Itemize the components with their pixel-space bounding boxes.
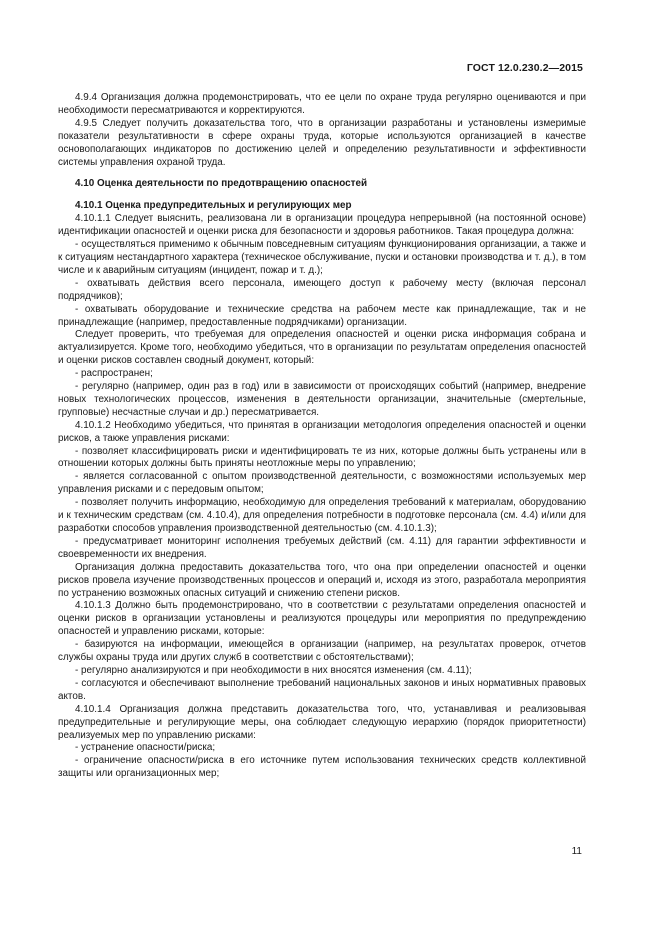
page-number: 11 [571,846,582,857]
paragraph: 4.9.4 Организация должна продемонстрировать, что ее цели по охране труда регулярно оцениваются и при необходимости пересматриваются и корректируются. [58,92,586,116]
list-item: - позволяет получить информацию, необходимую для определения требований к материалам, оборудованию и к техническим средствам (см. 4.10.4), для определения потребности в подготовке персонала (см. 4.4) и/или для разработки способов управления производственной деятельностью (см. 4.10.1.3); [58,497,586,534]
paragraph: Организация должна предоставить доказательства того, что она при определении опасностей и оценки рисков провела изучение производственных процессов и операций и, исходя из этого, разработала мероприятия по устранению возможных опасных ситуаций и снижению степени рисков. [58,561,586,599]
list-item: - является согласованной с опытом производственной деятельности, с возможностями используемых мер управления рисками и с передовым опытом; [58,471,586,496]
list-item: - охватывать действия всего персонала, имеющего доступ к рабочему месту (включая персонал подрядчиков); [58,277,586,302]
list-item: - ограничение опасности/риска в его источнике путем использования технических средств коллективной защиты или организационных мер; [58,755,586,780]
document-body [58,92,586,781]
paragraph: Следует проверить, что требуемая для определения опасностей и оценки риска информация собрана и актуализируется. Кроме того, необходимо убедиться, что в организации по результатам определения опасностей и оценки рисков составлен сводный документ, который: [58,329,586,367]
list-item: - охватывать оборудование и технические средства на рабочем месте как принадлежащие, так и не принадлежащие (например, предоставленные подрядчиками) организации. [58,303,586,328]
list-item: - позволяет классифицировать риски и идентифицировать те из них, которые должны быть устранены или в отношении которых должны быть приняты неотложные меры по управлению; [58,445,586,470]
paragraph: 4.10.1.4 Организация должна представить доказательства того, что, устанавливая и реализовывая предупредительные и регулирующие меры, она соблюдает следующую иерархию (порядок приоритетности) реализуемых мер по управлению рисками: [58,703,586,741]
paragraph: 4.10.1.1 Следует выяснить, реализована ли в организации процедура непрерывной (на постоянной основе) идентификации опасностей и оценки риска для безопасности и здоровья работников. Такая процедура должна: [58,213,586,238]
paragraph: 4.10.1.2 Необходимо убедиться, что принятая в организации методология определения опасностей и оценки рисков, а также управления рисками: [58,419,586,444]
list-item: - распространен; [75,368,153,380]
list-item: - устранение опасности/риска; [75,742,216,754]
list-item: - базируются на информации, имеющейся в организации (например, на результатах проверок, отчетов службы охраны труда или других служб в соответствии с обстоятельствами); [58,639,586,664]
list-item: - осуществляться применимо к обычным повседневным ситуациям функционирования организации, а также и к ситуациям нестандартного характера (техническое обслуживание, пуски и остановки производства и т. д.), в том числе и к аварийным ситуациям (инцидент, пожар и т. д.); [58,239,586,276]
list-item: - согласуются и обеспечивают выполнение требований национальных законов и иных нормативных правовых актов. [58,677,586,702]
paragraph: 4.9.5 Следует получить доказательства того, что в организации разработаны и установлены измеримые показатели результативности в сфере охраны труда, которые используются организацией в качестве основополагающих индикаторов по достижению целей и определению результативности и эффективности системы управления охраной труда. [58,117,586,168]
list-item: - регулярно (например, один раз в год) или в зависимости от происходящих событий (например, внедрение новых технологических процессов, изменения в деятельности организации, значительные (смертельные, групповые) несчастные случаи и др.) пересматривается. [58,381,586,418]
standard-header: ГОСТ 12.0.230.2—2015 [466,62,583,74]
list-item: - регулярно анализируются и при необходимости в них вносятся изменения (см. 4.11); [75,664,472,676]
list-item: - предусматривает мониторинг исполнения требуемых действий (см. 4.11) для гарантии эффективности и своевременности их внедрения. [58,535,586,560]
paragraph: 4.10.1.3 Должно быть продемонстрировано, что в соответствии с результатами определения опасностей и оценки рисков в организации установлены и реализуются процедуры или мероприятия по предупреждению опасностей и управлению рисками, которые: [58,600,586,638]
subsection-heading: 4.10.1 Оценка предупредительных и регулирующих мер [75,200,352,212]
section-heading: 4.10 Оценка деятельности по предотвращению опасностей [75,178,368,190]
